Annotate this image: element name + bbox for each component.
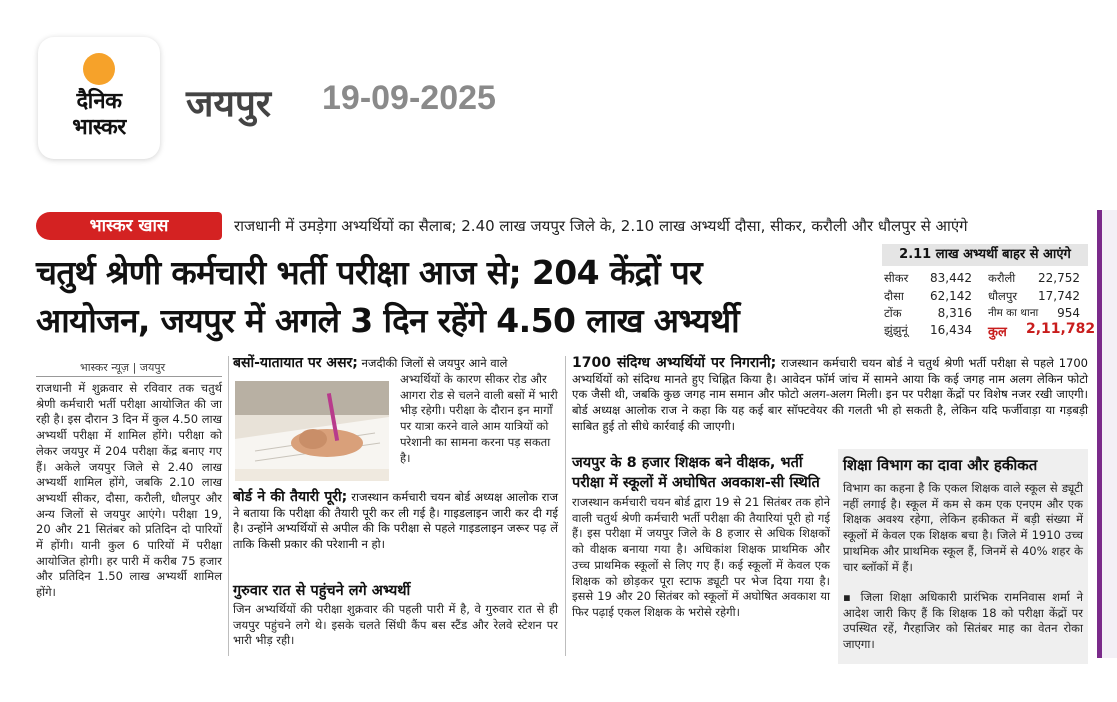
district-name: झुंझुनूं xyxy=(884,323,908,337)
teachers-subheading-1: जयपुर के 8 हजार शिक्षक बने वीक्षक, भर्ती xyxy=(572,455,803,471)
exam-photo xyxy=(235,381,389,481)
headline-line-1: चतुर्थ श्रेणी कर्मचारी भर्ती परीक्षा आज से; 204 केंद्रों पर xyxy=(36,253,703,292)
column-divider xyxy=(565,356,566,656)
teachers-subheading-2: परीक्षा में स्कूलों में अघोषित अवकाश-सी स्थिति xyxy=(572,475,820,491)
dainik-bhaskar-logo[interactable] xyxy=(38,37,160,159)
logo-line-1: दैनिक xyxy=(76,89,122,114)
district-count: 16,434 xyxy=(930,323,972,337)
district-count: 83,442 xyxy=(930,271,972,285)
district-count: 8,316 xyxy=(937,306,972,320)
district-name: टोंक xyxy=(884,306,902,320)
student-writing-image xyxy=(235,381,389,481)
total-label: कुल xyxy=(988,325,1007,340)
traffic-text-top: नजदीकी जिलों से जयपुर आने वाले xyxy=(361,356,508,370)
suspect-paragraph: राजस्थान कर्मचारी चयन बोर्ड ने चतुर्थ श्रेणी भर्ती परीक्षा से पहले 1700 अभ्यर्थियों को संदिग्ध मानते हुए चिह्नित किया है। आवेदन फॉर्म जांच में सामने आया कि कई जगह नाम अलग लेकिन फोटो एक जैसी थी, जबकि कुछ जगह नाम समान और फोटो अलग-अलग मिली। इन पर परीक्षा केंद्रों पर विशेष नजर रखी जाएगी। बोर्ड अध्यक्ष आलोक राज ने कहा कि यह कई बार सॉफ्टवेयर की गलती भी हो सकती है, लेकिन यदि फर्जीवाड़ा या गड़बड़ी साबित हुई तो सीधे कार्रवाई की जाएगी। xyxy=(572,356,1088,433)
traffic-subheading: बसों-यातायात पर असर; xyxy=(233,355,358,371)
board-subheading: बोर्ड ने की तैयारी पूरी; xyxy=(233,489,348,505)
district-name: नीम का थाना xyxy=(988,307,1039,319)
district-count: 22,752 xyxy=(1038,271,1080,285)
education-note: ▪ जिला शिक्षा अधिकारी प्रारंभिक रामनिवास शर्मा ने आदेश जारी किए हैं कि शिक्षक 18 को परीक्षा केंद्रों पर उपस्थित रहें, गैरहाजिर को सितंबर माह का वेतन रोका जाएगा। xyxy=(843,590,1083,652)
teachers-paragraph: राजस्थान कर्मचारी चयन बोर्ड द्वारा 19 से 21 सितंबर तक होने वाली चतुर्थ श्रेणी कर्मचारी भर्ती परीक्षा की तैयारियां पूरी हो गई हैं। इस परीक्षा में जयपुर जिले के 8 हजार से अधिक शिक्षकों को वीक्षक बनाया गया है। अधिकांश शिक्षक प्राथमिक और उच्च प्राथमिक स्कूलों से लिए गए हैं। कई स्कूलों में केवल एक शिक्षक को छोड़कर पूरा स्टाफ ड्यूटी पर भेज दिया गया है। इससे 19 और 20 सितंबर को स्कूलों में अघोषित अवकाश या फिर पढ़ाई एकल शिक्षक के भरोसे रहेगी। xyxy=(572,495,830,619)
district-name: दौसा xyxy=(884,289,904,303)
district-count: 954 xyxy=(1057,306,1080,320)
edition-date: 19-09-2025 xyxy=(322,79,496,117)
district-table-title: 2.11 लाख अभ्यर्थी बाहर से आएंगे xyxy=(882,244,1088,266)
traffic-paragraph: अभ्यर्थियों के कारण सीकर रोड और आगरा रोड से चलने वाली बसों में भारी भीड़ रहेगी। परीक्षा के दौरान इन मार्गों पर यात्रा करने वाले आम यात्रियों को परेशानी का सामना करना पड़ सकता है। xyxy=(400,372,558,465)
headline-line-2: आयोजन, जयपुर में अगले 3 दिन रहेंगे 4.50 लाख अभ्यर्थी xyxy=(36,301,740,340)
column-divider xyxy=(228,356,229,656)
total-count: 2,11,782 xyxy=(1026,321,1096,337)
thursday-subheading: गुरुवार रात से पहुंचने लगे अभ्यर्थी xyxy=(233,583,411,599)
edition-city: जयपुर xyxy=(186,82,272,125)
next-clipping-edge xyxy=(1097,210,1117,658)
thursday-paragraph: जिन अभ्यर्थियों की परीक्षा शुक्रवार की पहली पारी में है, वे गुरुवार रात से ही जयपुर पहुंचने लगे थे। इसके चलते सिंधी कैंप बस स्टैंड और रेलवे स्टेशन पर भारी भीड़ रही। xyxy=(233,602,558,648)
board-paragraph: राजस्थान कर्मचारी चयन बोर्ड अध्यक्ष आलोक राज ने बताया कि परीक्षा की तैयारी पूरी कर ली गई है। गाइडलाइन जारी कर दी गई है। उन्होंने अभ्यर्थियों से अपील की कि परीक्षा से पहले गाइडलाइन जरूर पढ़ लें ताकि किसी प्रकार की परेशानी न हो। xyxy=(233,490,558,552)
lead-paragraph: राजधानी में शुक्रवार से रविवार तक चतुर्थ श्रेणी कर्मचारी भर्ती परीक्षा आयोजित की जा रही है। इस दौरान 3 दिन में कुल 4.50 लाख अभ्यर्थी परीक्षा में शामिल होंगे। परीक्षा को लेकर जयपुर में 204 परीक्षा केंद्र बनाए गए हैं। अकेले जयपुर जिले से 2.40 लाख अभ्यर्थी शामिल होंगे, जबकि 2.10 लाख अभ्यर्थी सीकर, दौसा, करौली, धौलपुर और अन्य जिलों से जयपुर आएंगे। परीक्षा 19, 20 और 21 सितंबर को प्रतिदिन दो पारियों में होंगी। यानी कुल 6 पारियों में परीक्षा आयोजित होगी। हर पारी में करीब 75 हजार और प्रतिदिन 1.50 लाख अभ्यर्थी शामिल होंगे। xyxy=(36,381,222,600)
section-tag: भास्कर खास xyxy=(36,212,222,240)
sun-icon xyxy=(83,53,115,85)
district-name: धौलपुर xyxy=(988,289,1018,303)
district-count: 62,142 xyxy=(930,289,972,303)
kicker-line: राजधानी में उमड़ेगा अभ्यर्थियों का सैलाब; 2.40 लाख जयपुर जिले के, 2.10 लाख अभ्यर्थी दौसा, सीकर, करौली और धौलपुर से आएंगे xyxy=(234,217,968,235)
suspect-subheading: 1700 संदिग्ध अभ्यर्थियों पर निगरानी; xyxy=(572,355,777,371)
app-header xyxy=(0,0,1117,185)
logo-line-2: भास्कर xyxy=(72,115,126,140)
byline: भास्कर न्यूज़ | जयपुर xyxy=(80,361,166,374)
education-paragraph: विभाग का कहना है कि एकल शिक्षक वाले स्कूल से ड्यूटी नहीं लगाई है। स्कूल में कम से कम एक एनएम और एक शिक्षक अवश्य रहेगा, लेकिन हकीकत में बड़ी संख्या में स्कूलों में केवल एक शिक्षक बचा है। जिले में 1910 उच्च प्राथमिक और प्राथमिक स्कूल हैं, जिनमें से 40% शहर के चार ब्लॉकों में हैं। xyxy=(843,481,1083,574)
byline-divider xyxy=(36,376,222,377)
district-name: करौली xyxy=(988,271,1016,285)
district-name: सीकर xyxy=(884,271,909,285)
district-count: 17,742 xyxy=(1038,289,1080,303)
education-subheading: शिक्षा विभाग का दावा और हकीकत xyxy=(843,456,1038,474)
